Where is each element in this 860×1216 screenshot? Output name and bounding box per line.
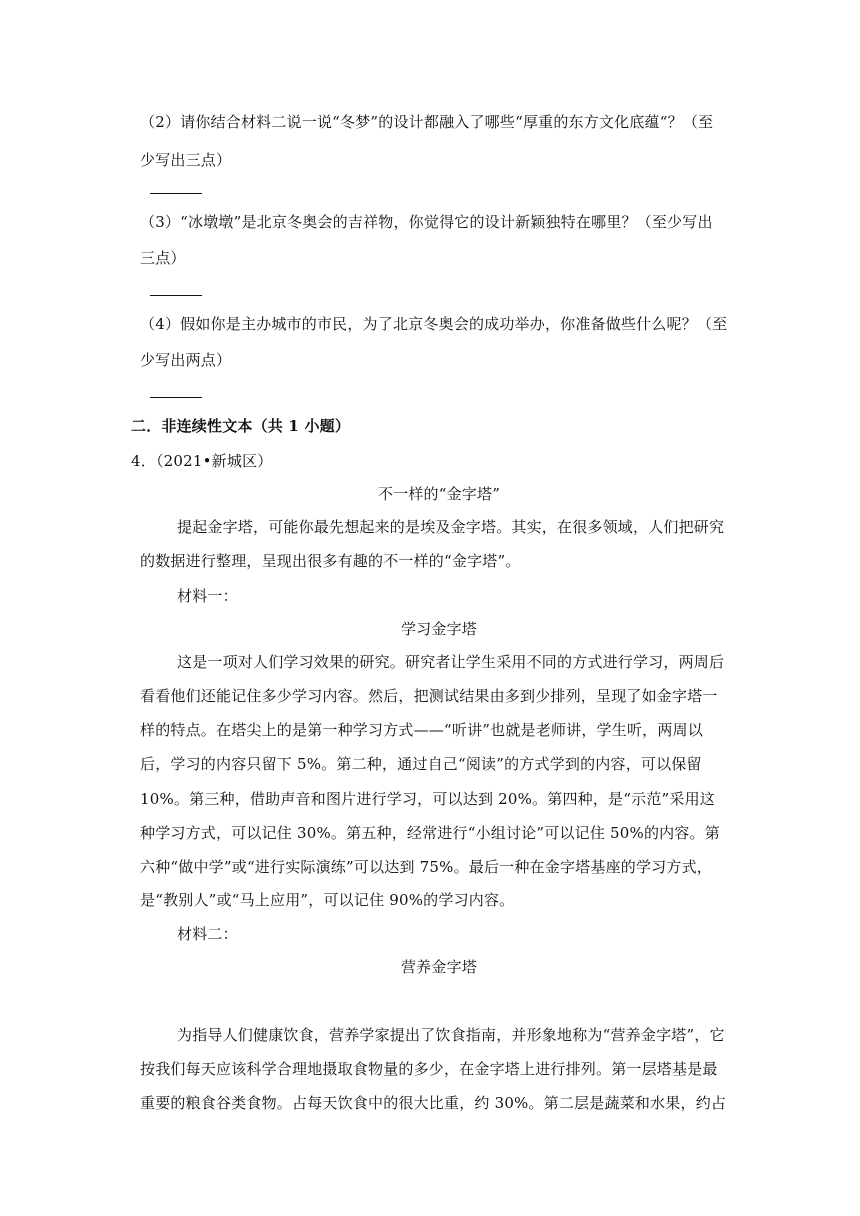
material-1-title: 学习金字塔 (400, 620, 477, 638)
article-title: 不一样的“金字塔” (377, 485, 501, 503)
material-2-line-3: 重要的粮食谷类食物。占每天饮食中的很大比重，约 30%。第二层是蔬菜和水果，约占 (140, 1094, 727, 1112)
intro-line-1: 提起金字塔，可能你最先想起来的是埃及金字塔。其实，在很多领域，人们把研究 (177, 518, 725, 536)
material-1-line-2: 看看他们还能记住多少学习内容。然后，把测试结果由多到少排列，呈现了如金字塔一 (140, 687, 718, 705)
material-1-line-6: 种学习方式，可以记住 30%。第五种，经常进行“小组讨论”可以记住 50%的内容。第 (140, 824, 720, 842)
material-1-line-3: 样的特点。在塔尖上的是第一种学习方式——“听讲”也就是老师讲，学生听，两周以 (140, 721, 703, 739)
intro-line-2: 的数据进行整理，呈现出很多有趣的不一样的“金字塔”。 (140, 552, 521, 570)
material-1-line-1: 这是一项对人们学习效果的研究。研究者让学生采用不同的方式进行学习，两周后 (177, 653, 725, 671)
material-1-line-8: 是“教别人”或“马上应用”，可以记住 90%的学习内容。 (140, 891, 515, 909)
section-heading: 二．非连续性文本（共 1 小题） (131, 417, 351, 435)
material-1-line-7: 六种“做中学”或“进行实际演练”可以达到 75%。最后一种在金字塔基座的学习方式， (140, 858, 712, 876)
material-2-line-1: 为指导人们健康饮食，营养学家提出了饮食指南，并形象地称为“营养金字塔”，它 (177, 1026, 725, 1044)
item-number: 4．（2021•新城区） (131, 452, 273, 470)
material-2-title: 营养金字塔 (400, 958, 477, 976)
answer-blank-4[interactable] (150, 397, 202, 398)
answer-blank-3[interactable] (150, 295, 202, 296)
question-4-line-2: 少写出两点） (140, 351, 232, 369)
question-4-line-1: （4）假如你是主办城市的市民，为了北京冬奥会的成功举办，你准备做些什么呢？（至 (140, 315, 728, 333)
material-1-label: 材料一： (177, 587, 238, 605)
question-2-line-2: 少写出三点） (140, 151, 232, 169)
material-2-line-2: 按我们每天应该科学合理地摄取食物量的多少，在金字塔上进行排列。第一层塔基是最 (140, 1060, 718, 1078)
material-2-label: 材料二： (177, 925, 238, 943)
answer-blank-2[interactable] (150, 193, 202, 194)
material-1-line-4: 后，学习的内容只留下 5%。第二种，通过自己“阅读”的方式学到的内容，可以保留 (140, 755, 702, 773)
question-3-line-1: （3）“冰墩墩”是北京冬奥会的吉祥物，你觉得它的设计新颖独特在哪里？（至少写出 (140, 213, 713, 231)
question-2-line-1: （2）请你结合材料二说一说“冬梦”的设计都融入了哪些“厚重的东方文化底蕴“？（至 (140, 113, 714, 131)
question-3-line-2: 三点） (140, 249, 186, 267)
material-1-line-5: 10%。第三种，借助声音和图片进行学习，可以达到 20%。第四种，是“示范”采用这 (140, 790, 715, 808)
